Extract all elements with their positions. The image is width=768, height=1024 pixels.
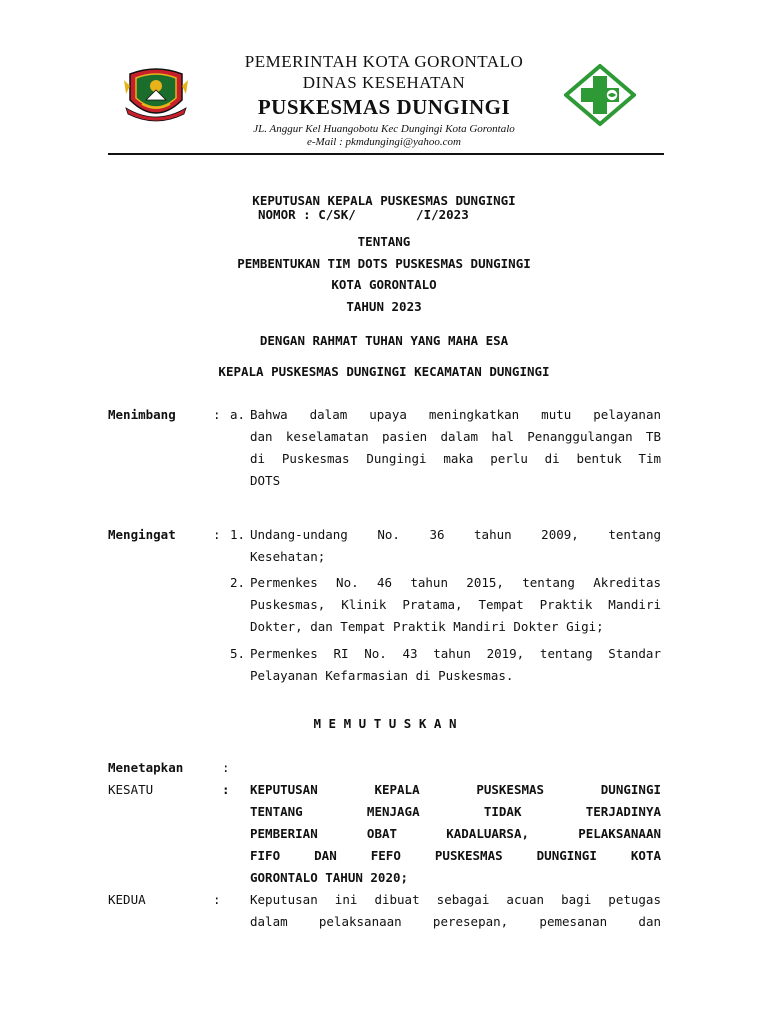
mengingat-marker: 5. (230, 646, 246, 661)
letterhead-divider (108, 153, 664, 155)
menimbang-label: Menimbang (108, 407, 176, 422)
kesatu-line: FIFO DAN FEFO PUSKESMAS DUNGINGI KOTA (250, 848, 661, 863)
mengingat-line: Kesehatan; (250, 549, 326, 564)
memutuskan-heading: M E M U T U S K A N (313, 716, 457, 731)
decree-tentang: TENTANG (357, 234, 411, 249)
menetapkan-colon: : (222, 760, 230, 775)
letterhead-government: PEMERINTAH KOTA GORONTALO (244, 52, 524, 71)
menimbang-marker: a. (230, 407, 246, 422)
letterhead-address: JL. Anggur Kel Huangobotu Kec Dungingi Kota Gorontalo (253, 123, 515, 135)
decree-kepala: KEPALA PUSKESMAS DUNGINGI KECAMATAN DUNGINGI (218, 364, 550, 379)
kesatu-line: TENTANG MENJAGA TIDAK TERJADINYA (250, 804, 661, 819)
mengingat-marker: 2. (230, 575, 246, 590)
kesatu-line: KEPUTUSAN KEPALA PUSKESMAS DUNGINGI (250, 782, 661, 797)
menimbang-line: di Puskesmas Dungingi maka perlu di bentuk Tim (250, 451, 661, 466)
kedua-line: dalam pelaksanaan peresepan, pemesanan dan (250, 914, 661, 929)
kesatu-label: KESATU (108, 782, 154, 797)
mengingat-line: Undang-undang No. 36 tahun 2009, tentang (250, 527, 661, 542)
decree-rahmat: DENGAN RAHMAT TUHAN YANG MAHA ESA (259, 333, 509, 348)
decree-number: NOMOR : C/SK/ /I/2023 (258, 207, 469, 222)
mengingat-label: Mengingat (108, 527, 176, 542)
decree-subject-line1: PEMBENTUKAN TIM DOTS PUSKESMAS DUNGINGI (237, 256, 531, 271)
letterhead-puskesmas: PUSKESMAS DUNGINGI (257, 95, 511, 119)
mengingat-line: Permenkes RI No. 43 tahun 2019, tentang Standar (250, 646, 661, 661)
letterhead-department: DINAS KESEHATAN (302, 73, 466, 92)
kedua-line: Keputusan ini dibuat sebagai acuan bagi petugas (250, 892, 661, 907)
menetapkan-label: Menetapkan (108, 760, 184, 775)
mengingat-colon: : (213, 527, 221, 542)
kesatu-line: PEMBERIAN OBAT KADALUARSA, PELAKSANAAN (250, 826, 661, 841)
menimbang-line: dan keselamatan pasien dalam hal Penanggulangan TB (250, 429, 661, 444)
mengingat-line: Pelayanan Kefarmasian di Puskesmas. (250, 668, 514, 683)
letterhead-email: e-Mail : pkmdungingi@yahoo.com (307, 136, 461, 148)
kedua-label: KEDUA (108, 892, 146, 907)
kesatu-line: GORONTALO TAHUN 2020; (250, 870, 409, 885)
mengingat-line: Dokter, dan Tempat Praktik Mandiri Dokter Gigi; (250, 619, 604, 634)
menimbang-line: Bahwa dalam upaya meningkatkan mutu pelayanan (250, 407, 661, 422)
menimbang-line: DOTS (250, 473, 281, 488)
menimbang-colon: : (213, 407, 221, 422)
decree-subject-line2: KOTA GORONTALO (331, 277, 437, 292)
mengingat-marker: 1. (230, 527, 246, 542)
kesatu-colon: : (222, 782, 230, 797)
mengingat-line: Puskesmas, Klinik Pratama, Tempat Praktik Mandiri (250, 597, 661, 612)
kedua-colon: : (213, 892, 221, 907)
mengingat-line: Permenkes No. 46 tahun 2015, tentang Akreditas (250, 575, 661, 590)
decree-title: KEPUTUSAN KEPALA PUSKESMAS DUNGINGI (252, 193, 516, 208)
decree-subject-line3: TAHUN 2023 (346, 299, 422, 314)
